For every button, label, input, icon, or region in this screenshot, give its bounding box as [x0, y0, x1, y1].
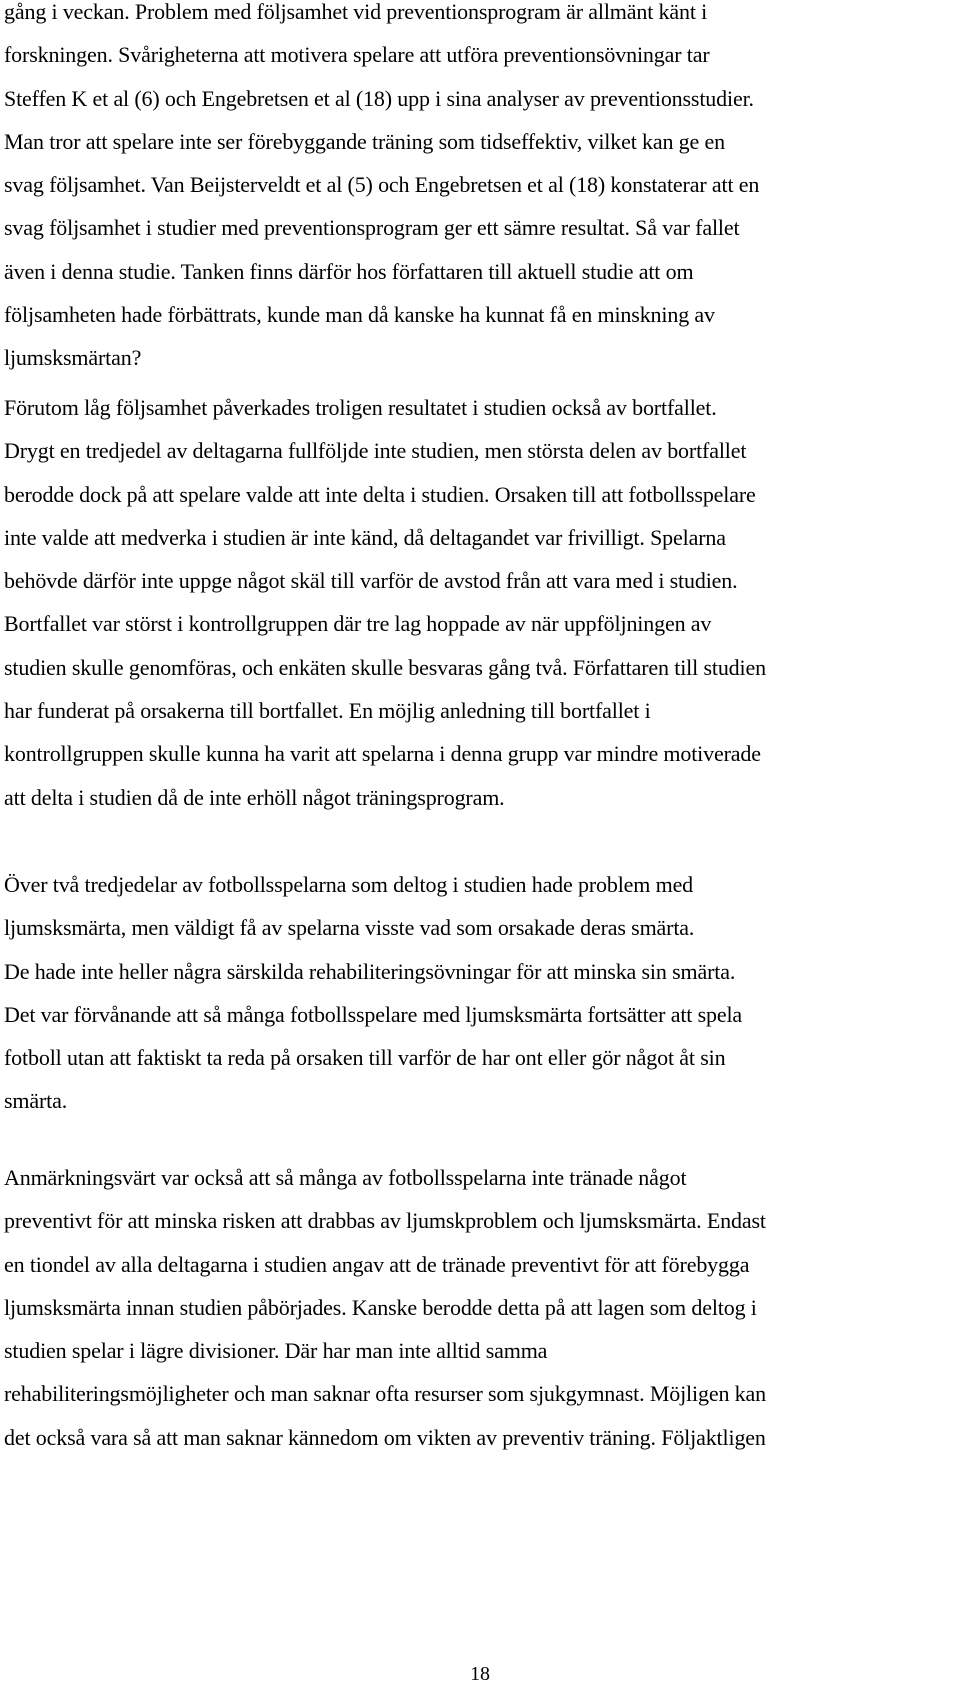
text-line: Drygt en tredjedel av deltagarna fullföljde inte studien, men största delen av bortfallet [4, 438, 747, 464]
text-line: Steffen K et al (6) och Engebretsen et al (18) upp i sina analyser av preventionsstudier. [4, 85, 754, 111]
text-line: även i denna studie. Tanken finns därför hos författaren till aktuell studie att om [4, 258, 694, 284]
text-line: följsamheten hade förbättrats, kunde man då kanske ha kunnat få en minskning av [4, 302, 715, 328]
text-line: smärta. [4, 1088, 68, 1114]
text-line: kontrollgruppen skulle kunna ha varit att spelarna i denna grupp var mindre motiverade [4, 741, 761, 767]
text-line: studien spelar i lägre divisioner. Där har man inte alltid samma [4, 1338, 548, 1364]
text-line: Det var förvånande att så många fotbollsspelare med ljumsksmärta fortsätter att spela [4, 1001, 743, 1027]
text-line: en tiondel av alla deltagarna i studien angav att de tränade preventivt för att förebygga [4, 1251, 750, 1277]
text-line: behövde därför inte uppge något skäl till varför de avstod från att vara med i studien. [4, 568, 738, 594]
text-line: studien skulle genomföras, och enkäten skulle besvaras gång två. Författaren till studien [4, 654, 766, 680]
paragraph-adherence [4, 0, 759, 380]
text-line: Man tror att spelare inte ser förebyggande träning som tidseffektiv, vilket kan ge en [4, 128, 725, 154]
text-line: rehabiliteringsmöjligheter och man saknar ofta resurser som sjukgymnast. Möjligen kan [4, 1381, 766, 1407]
text-line: De hade inte heller några särskilda rehabiliteringsövningar för att minska sin smärta. [4, 958, 736, 984]
text-line: preventivt för att minska risken att drabbas av ljumskproblem och ljumsksmärta. Endast [4, 1208, 766, 1234]
paragraph-dropout [4, 386, 766, 819]
text-line: gång i veckan. Problem med följsamhet vid preventionsprogram är allmänt känt i [4, 0, 708, 24]
text-line: berodde dock på att spelare valde att inte delta i studien. Orsaken till att fotbollsspelare [4, 481, 756, 507]
paragraph-groin-pain [4, 863, 742, 1123]
text-line: ljumsksmärta, men väldigt få av spelarna visste vad som orsakade deras smärta. [4, 915, 695, 941]
text-line: ljumsksmärta innan studien påbörjades. Kanske berodde detta på att lagen som deltog i [4, 1294, 757, 1320]
text-line: inte valde att medverka i studien är inte känd, då deltagandet var frivilligt. Spelarna [4, 524, 726, 550]
text-line: Bortfallet var störst i kontrollgruppen där tre lag hoppade av när uppföljningen av [4, 611, 712, 637]
paragraph-prevention [4, 1156, 766, 1459]
text-line: att delta i studien då de inte erhöll något träningsprogram. [4, 784, 505, 810]
text-line: svag följsamhet. Van Beijsterveldt et al (5) och Engebretsen et al (18) konstaterar att en [4, 172, 760, 198]
text-line: svag följsamhet i studier med preventionsprogram ger ett sämre resultat. Så var fallet [4, 215, 740, 241]
text-line: forskningen. Svårigheterna att motivera spelare att utföra preventionsövningar tar [4, 42, 710, 68]
text-line: Anmärkningsvärt var också att så många av fotbollsspelarna inte tränade något [4, 1165, 687, 1190]
text-line: Förutom låg följsamhet påverkades troligen resultatet i studien också av bortfallet. [4, 395, 717, 420]
text-line: ljumsksmärtan? [4, 345, 142, 371]
text-line: fotboll utan att faktiskt ta reda på orsaken till varför de har ont eller gör något åt sin [4, 1045, 726, 1071]
text-line: Över två tredjedelar av fotbollsspelarna som deltog i studien hade problem med [4, 872, 694, 897]
text-line: det också vara så att man saknar kännedom om vikten av preventiv träning. Följaktligen [4, 1424, 766, 1450]
page-number: 18 [470, 1663, 490, 1685]
text-line: har funderat på orsakerna till bortfallet. En möjlig anledning till bortfallet i [4, 698, 651, 724]
